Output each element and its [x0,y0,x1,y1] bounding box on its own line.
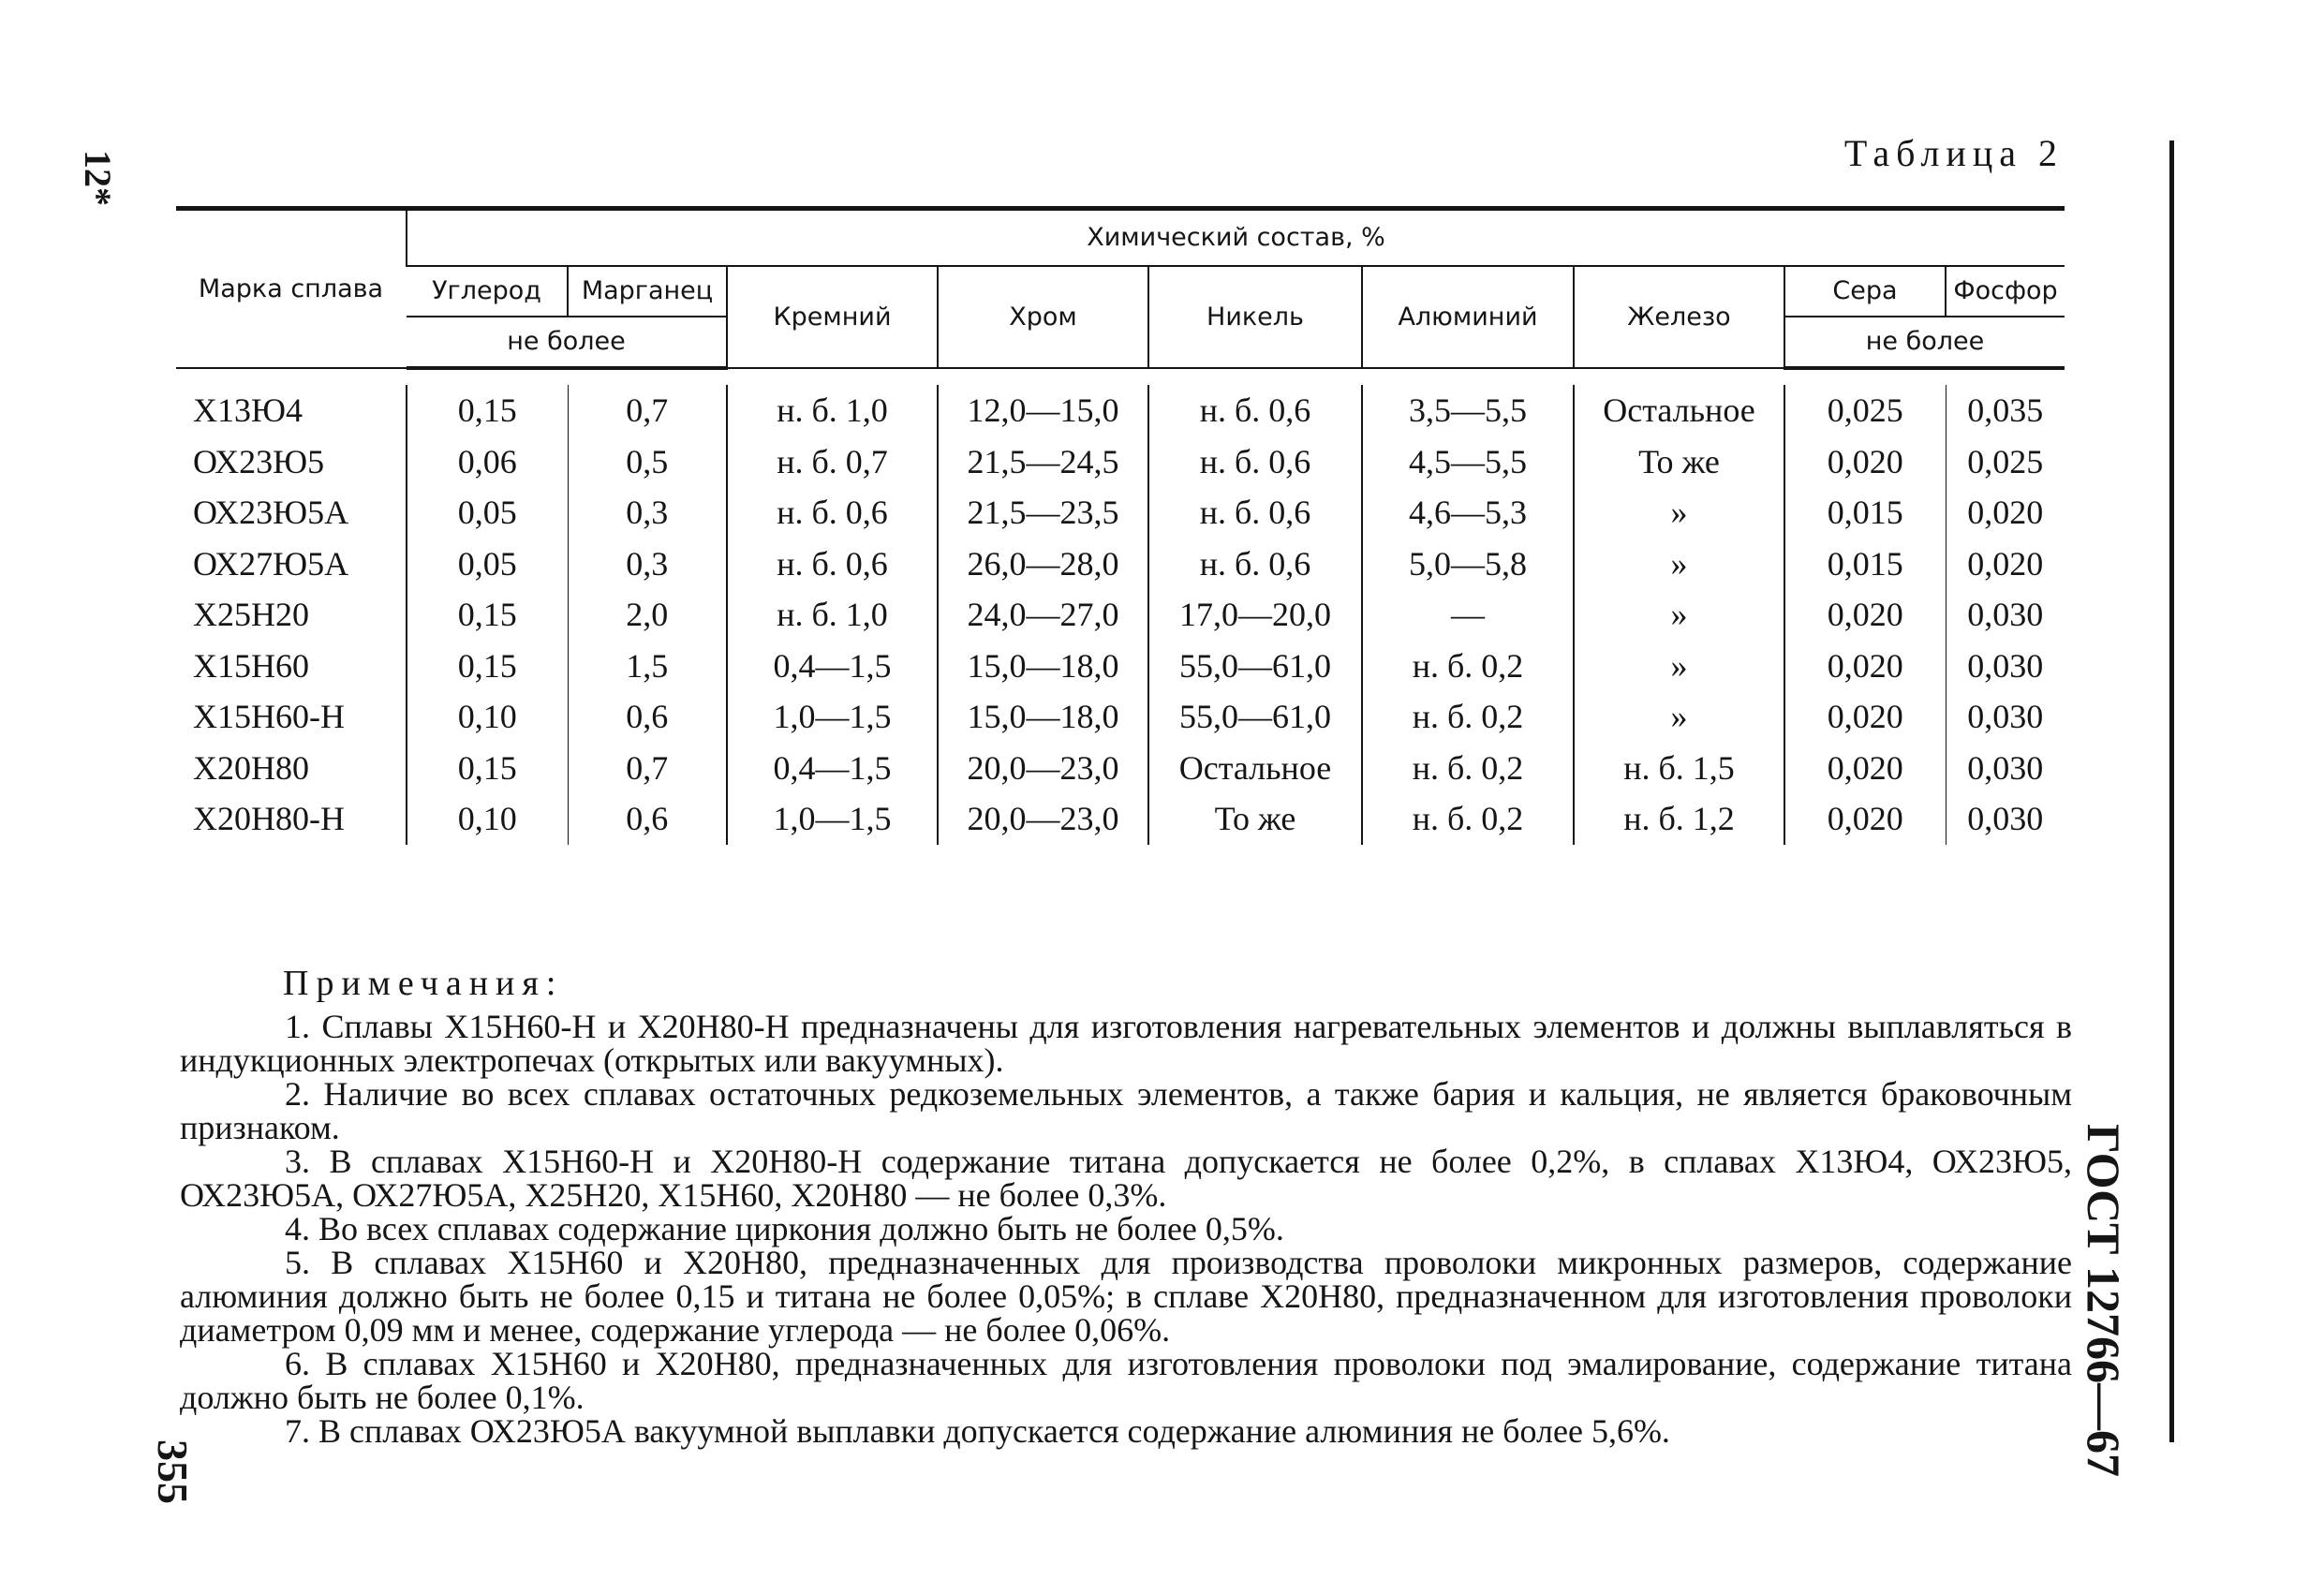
cell-sulfur: 0,025 [1784,385,1946,436]
cell-sulfur: 0,015 [1784,487,1946,539]
header-grade: Марка сплава [176,209,407,369]
cell-iron: » [1574,641,1784,692]
cell-chromium: 24,0—27,0 [938,589,1148,641]
cell-carbon: 0,10 [407,793,568,845]
cell-sulfur: 0,020 [1784,691,1946,743]
cell-grade: ОХ23Ю5А [193,494,349,532]
cell-manganese: 0,5 [568,436,727,488]
cell-aluminum: н. б. 0,2 [1362,793,1574,845]
table-row [176,743,2065,794]
table-row [176,487,2065,539]
cell-phosphorus: 0,020 [1946,487,2065,539]
cell-chromium: 21,5—23,5 [938,487,1148,539]
cell-carbon: 0,15 [407,385,568,436]
cell-grade: Х25Н20 [193,596,309,634]
cell-phosphorus: 0,030 [1946,743,2065,794]
header-aluminum: Алюминий [1362,266,1574,368]
cell-grade: Х20Н80 [193,748,309,787]
cell-iron: » [1574,487,1784,539]
cell-sulfur: 0,020 [1784,436,1946,488]
cell-chromium: 12,0—15,0 [938,385,1148,436]
cell-aluminum: 4,6—5,3 [1362,487,1574,539]
cell-nickel: 55,0—61,0 [1148,691,1362,743]
table-row [176,793,2065,845]
cell-carbon: 0,10 [407,691,568,743]
cell-iron: н. б. 1,5 [1574,743,1784,794]
cell-nickel: н. б. 0,6 [1148,436,1362,488]
cell-iron: » [1574,691,1784,743]
cell-aluminum: 3,5—5,5 [1362,385,1574,436]
cell-iron: То же [1574,436,1784,488]
table-row [176,539,2065,590]
header-not-more-c-mn: не более [407,317,727,368]
table-row [176,691,2065,743]
cell-chromium: 20,0—23,0 [938,793,1148,845]
note-item: 4. Во всех сплавах содержание циркония должно быть не более 0,5%. [285,1210,1284,1247]
cell-chromium: 21,5—24,5 [938,436,1148,488]
cell-grade: Х15Н60 [193,646,309,685]
cell-grade: Х20Н80-Н [193,800,345,838]
table-row [176,641,2065,692]
cell-chromium: 20,0—23,0 [938,743,1148,794]
cell-silicon: 0,4—1,5 [727,641,938,692]
table-row [176,589,2065,641]
cell-phosphorus: 0,030 [1946,793,2065,845]
composition-table-wrapper [176,206,2065,845]
cell-sulfur: 0,015 [1784,539,1946,590]
cell-silicon: н. б. 0,7 [727,436,938,488]
cell-chromium: 15,0—18,0 [938,691,1148,743]
cell-aluminum: н. б. 0,2 [1362,691,1574,743]
cell-manganese: 0,3 [568,539,727,590]
cell-sulfur: 0,020 [1784,589,1946,641]
header-sulfur: Сера [1784,266,1946,317]
cell-silicon: н. б. 0,6 [727,539,938,590]
header-not-more-s-p: не более [1784,317,2065,368]
notes-title: Примечания: [283,964,564,1003]
cell-phosphorus: 0,035 [1946,385,2065,436]
cell-phosphorus: 0,030 [1946,641,2065,692]
cell-silicon: н. б. 1,0 [727,589,938,641]
cell-iron: » [1574,539,1784,590]
cell-aluminum: н. б. 0,2 [1362,743,1574,794]
cell-silicon: 1,0—1,5 [727,691,938,743]
cell-carbon: 0,15 [407,589,568,641]
composition-table [176,206,2065,845]
cell-grade: ОХ27Ю5А [193,544,349,583]
gost-code: ГОСТ 12766—67 [2078,1124,2130,1478]
cell-nickel: н. б. 0,6 [1148,385,1362,436]
cell-nickel: 17,0—20,0 [1148,589,1362,641]
cell-iron: Остальное [1574,385,1784,436]
note-item: 7. В сплавах ОХ23Ю5А вакуумной выплавки допускается содержание алюминия не более 5,6%. [285,1412,1670,1450]
cell-silicon: 1,0—1,5 [727,793,938,845]
header-manganese: Марганец [568,266,727,317]
cell-manganese: 0,7 [568,743,727,794]
cell-aluminum: 5,0—5,8 [1362,539,1574,590]
cell-manganese: 0,6 [568,691,727,743]
header-phosphorus: Фосфор [1946,266,2065,317]
cell-manganese: 0,7 [568,385,727,436]
note-item: 1. Сплавы Х15Н60-Н и Х20Н80-Н предназначены для изготовления нагревательных элементов и должны выплавляться в индукционных электропечах (открытых или вакуумных). [180,1008,2072,1079]
note-item: 3. В сплавах Х15Н60-Н и Х20Н80-Н содержание титана допускается не более 0,2%, в сплавах Х13Ю4, ОХ23Ю5, ОХ23Ю5А, ОХ27Ю5А, Х25Н20, Х15Н60, Х20Н80 — не более 0,3%. [180,1143,2072,1214]
cell-aluminum: 4,5—5,5 [1362,436,1574,488]
cell-grade: ОХ23Ю5 [193,442,325,480]
cell-chromium: 26,0—28,0 [938,539,1148,590]
table-caption: Таблица 2 [1843,132,2064,174]
cell-phosphorus: 0,030 [1946,589,2065,641]
cell-manganese: 0,6 [568,793,727,845]
cell-sulfur: 0,020 [1784,793,1946,845]
page-number: 355 [149,1439,197,1504]
cell-iron: н. б. 1,2 [1574,793,1784,845]
cell-sulfur: 0,020 [1784,743,1946,794]
cell-silicon: 0,4—1,5 [727,743,938,794]
header-iron: Железо [1574,266,1784,368]
header-chromium: Хром [938,266,1148,368]
cell-nickel: То же [1148,793,1362,845]
note-item: 5. В сплавах Х15Н60 и Х20Н80, предназначенных для производства проволоки микронных размеров, содержание алюминия должно быть не более 0,15 и титана не более 0,05%; в сплаве Х20Н80, предназначенном для изготовления проволоки диаметром 0,09 мм и менее, содержание углерода — не более 0,06%. [180,1244,2072,1349]
table-row [176,385,2065,436]
cell-carbon: 0,15 [407,641,568,692]
cell-nickel: Остальное [1148,743,1362,794]
cell-manganese: 1,5 [568,641,727,692]
cell-chromium: 15,0—18,0 [938,641,1148,692]
cell-carbon: 0,05 [407,539,568,590]
note-item: 2. Наличие во всех сплавах остаточных редкоземельных элементов, а также бария и кальция, не является браковочным признаком. [180,1075,2072,1146]
table-row [176,436,2065,488]
cell-silicon: н. б. 0,6 [727,487,938,539]
cell-iron: » [1574,589,1784,641]
right-margin-rule [2169,140,2174,1442]
cell-grade: Х13Ю4 [193,391,303,430]
cell-manganese: 2,0 [568,589,727,641]
cell-carbon: 0,15 [407,743,568,794]
cell-sulfur: 0,020 [1784,641,1946,692]
cell-nickel: н. б. 0,6 [1148,539,1362,590]
header-carbon: Углерод [407,266,568,317]
cell-grade: Х15Н60-Н [193,698,345,736]
note-item: 6. В сплавах Х15Н60 и Х20Н80, предназначенных для изготовления проволоки под эмалирование, содержание титана должно быть не более 0,1%. [180,1345,2072,1416]
cell-phosphorus: 0,020 [1946,539,2065,590]
cell-phosphorus: 0,030 [1946,691,2065,743]
margin-mark: 12* [77,150,119,206]
cell-silicon: н. б. 1,0 [727,385,938,436]
header-chem: Химический состав, % [407,209,2065,267]
header-silicon: Кремний [727,266,938,368]
notes-section [180,963,2072,1448]
cell-carbon: 0,06 [407,436,568,488]
cell-nickel: 55,0—61,0 [1148,641,1362,692]
cell-manganese: 0,3 [568,487,727,539]
header-nickel: Никель [1148,266,1362,368]
cell-aluminum: н. б. 0,2 [1362,641,1574,692]
cell-carbon: 0,05 [407,487,568,539]
cell-nickel: н. б. 0,6 [1148,487,1362,539]
cell-phosphorus: 0,025 [1946,436,2065,488]
cell-aluminum: — [1362,589,1574,641]
table-body [176,368,2065,845]
